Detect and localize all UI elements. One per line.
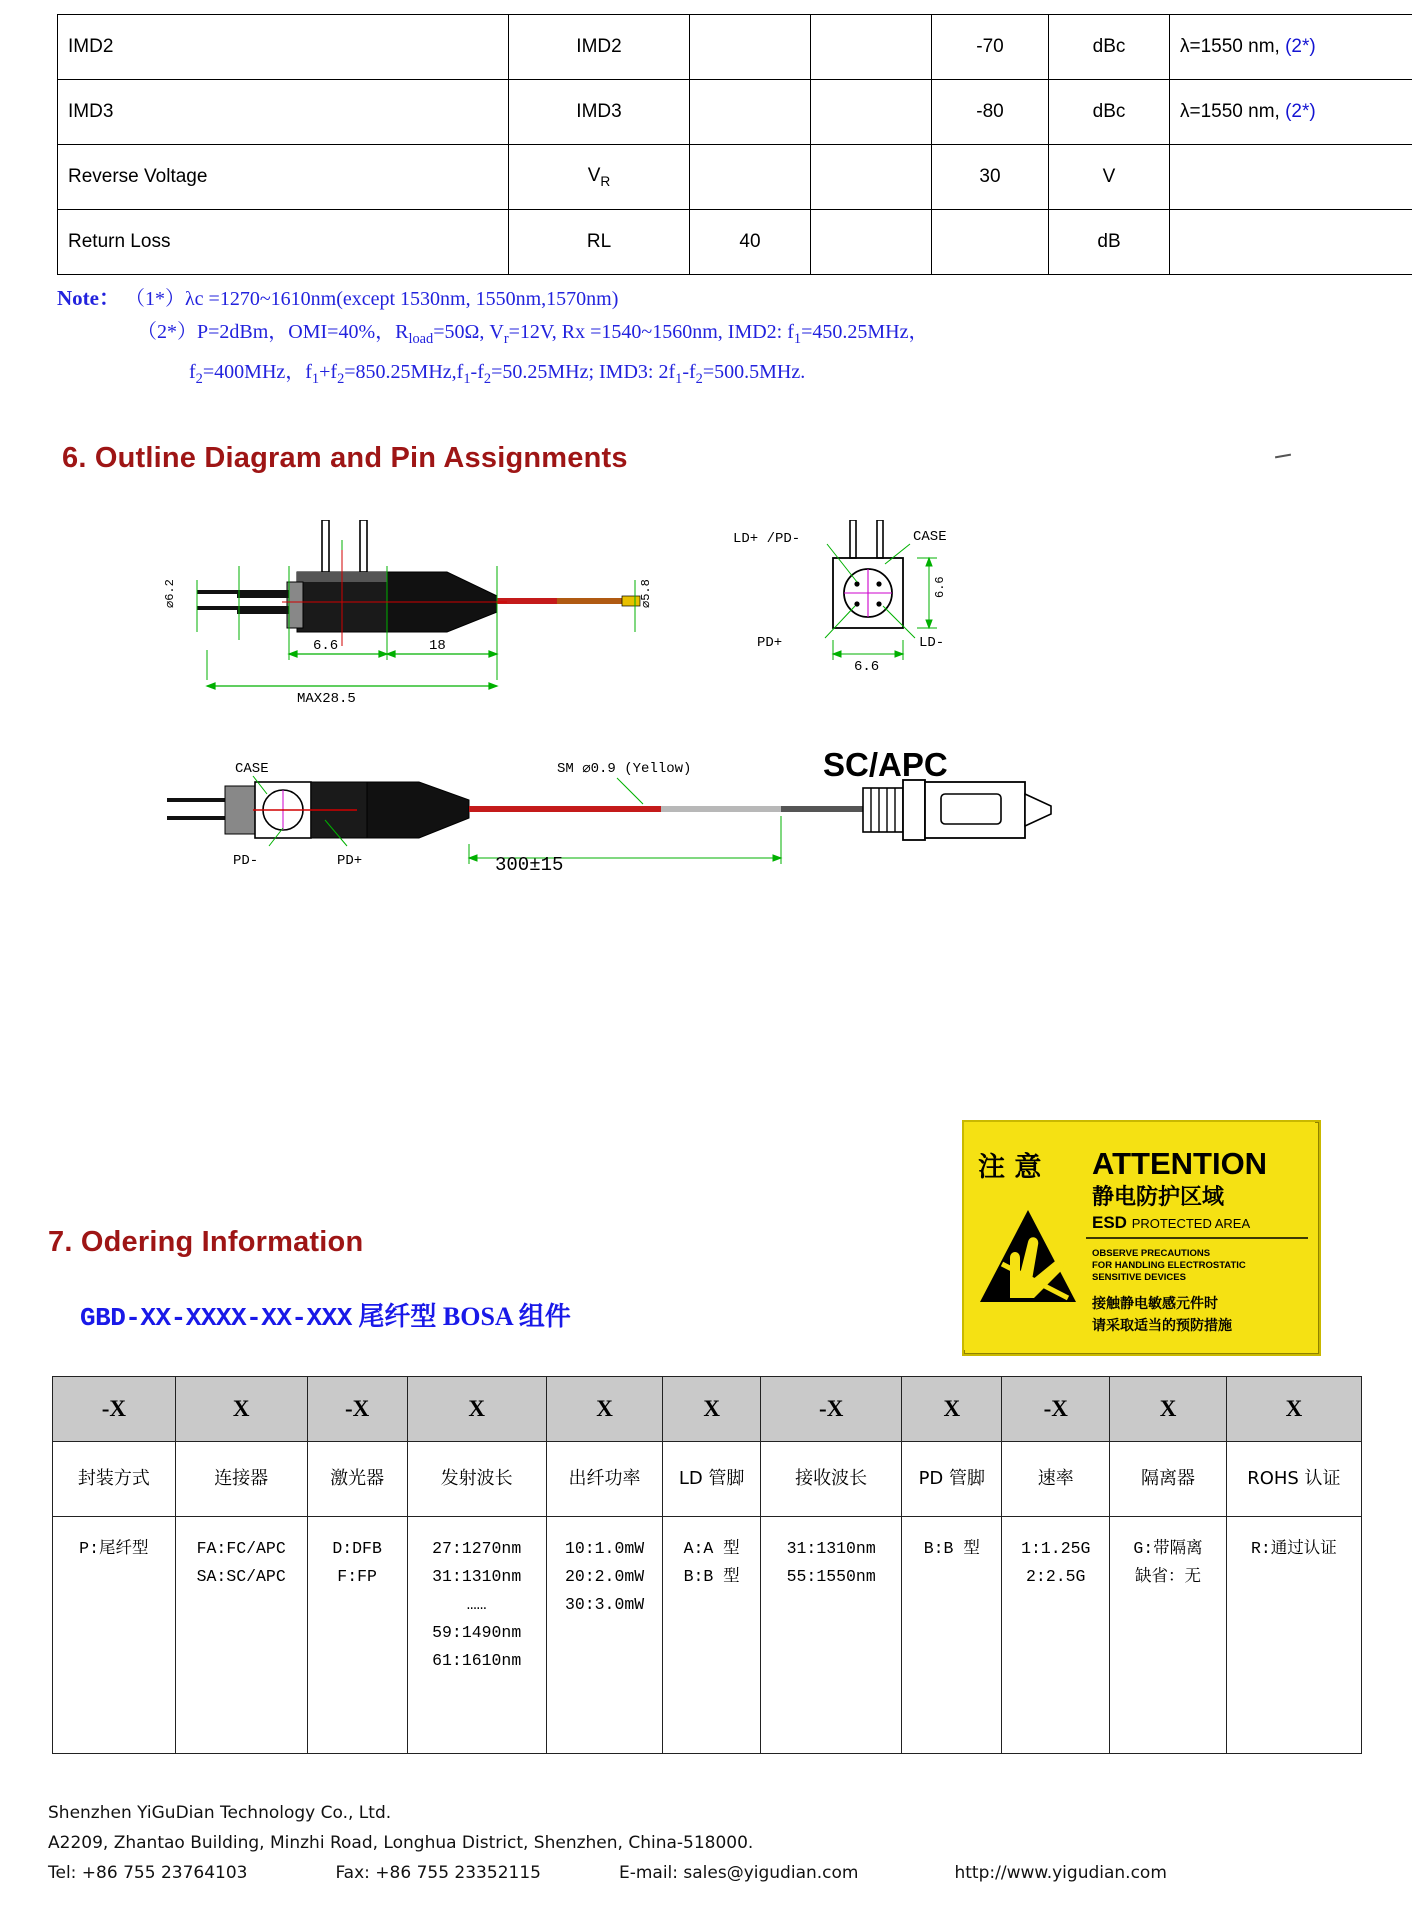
esd-warning-label [962,1120,1321,1356]
condition-text: λ=1550 nm, [1180,36,1286,57]
ordering-option: B:B 型 [923,1539,980,1558]
esd-body-cn-1: 接触静电敏感元件时 [1092,1296,1218,1312]
assembly-view-bottom [167,746,1051,876]
notes-block [57,282,1307,396]
note-2-sub-load: load [408,331,434,347]
note-2-b: =50Ω, V [433,321,504,343]
ordering-option: 59:1490nm [432,1623,522,1642]
spec-symbol [509,145,690,210]
spec-symbol: IMD2 [509,15,690,80]
esd-cn-title: 注 意 [978,1152,1042,1183]
note-3-sub-7: 2 [695,371,703,387]
ordering-option: SA:SC/APC [196,1567,286,1586]
ordering-options-cell [1226,1517,1361,1754]
label-sm-fiber: SM ⌀0.9 (Yellow) [557,761,692,777]
ordering-options-cell [663,1517,761,1754]
ordering-symbol-cell: X [663,1377,761,1442]
ordering-option: B:B 型 [683,1567,740,1586]
esd-body-en-3: SENSITIVE DEVICES [1092,1272,1186,1283]
ordering-column-name: 封装方式 [53,1442,176,1517]
ordering-symbol-cell: -X [1002,1377,1110,1442]
ordering-column-name: 激光器 [307,1442,407,1517]
dim-6-6-side: 6.6 [933,576,947,598]
spec-condition [1170,80,1412,145]
spec-symbol: IMD3 [509,80,690,145]
ordering-value-row [53,1517,1362,1754]
ordering-options-cell [1002,1517,1110,1754]
spec-min [690,80,811,145]
ordering-symbol-cell: -X [760,1377,901,1442]
footer-email[interactable]: E-mail: sales@yigudian.com [618,1863,859,1883]
ordering-code-bosa: BOSA [442,1302,513,1331]
note-3-d: =850.25MHz,f [344,361,464,383]
note-3-f: =50.25MHz; IMD3: 2f [491,361,676,383]
label-300-15: 300±15 [495,854,564,876]
label-sc-apc: SC/APC [823,746,948,783]
section-heading-ordering-information: 7. Odering Information [48,1226,364,1258]
side-view-top-left [163,520,653,707]
spec-parameter: IMD3 [58,80,509,145]
label-case-bottom: CASE [235,761,269,777]
note-line-3 [57,356,1307,396]
note-3-sub-2: 1 [311,371,320,387]
note-1-text: （1*）λc =1270~1610nm(except 1530nm, 1550nm,1570nm) [124,288,619,310]
note-3-sub-3: 2 [337,371,345,387]
spec-unit: dBc [1049,15,1170,80]
dim-6-6-label: 6.6 [313,638,339,654]
ordering-option: 30:3.0mW [564,1595,645,1614]
spec-max: 30 [932,145,1049,210]
spec-unit: dB [1049,210,1170,275]
symbol-base: V [587,165,601,187]
table-row [58,210,1412,275]
ordering-option: 1:1.25G [1021,1539,1091,1558]
ordering-code-cn1: 尾纤型 [351,1302,443,1331]
ordering-options-cell [175,1517,307,1754]
table-row [58,145,1412,210]
spec-symbol: RL [509,210,690,275]
ordering-column-name: 速率 [1002,1442,1110,1517]
ordering-option: 31:1310nm [432,1567,522,1586]
symbol-subscript: R [600,173,611,189]
ordering-column-name: 隔离器 [1110,1442,1226,1517]
ordering-column-name: 连接器 [175,1442,307,1517]
note-3-c: +f [319,361,338,383]
spec-typ [811,80,932,145]
ordering-option: 缺省：无 [1135,1567,1202,1586]
ordering-table-wrapper [52,1376,1362,1754]
spec-unit: V [1049,145,1170,210]
ordering-options-cell [546,1517,662,1754]
note-2-sub-r: r [503,331,509,347]
spec-parameter: IMD2 [58,15,509,80]
ordering-column-name: 出纤功率 [546,1442,662,1517]
ordering-column-name: 接收波长 [760,1442,901,1517]
note-3-sub-5: 2 [483,371,492,387]
ordering-column-name: PD 管脚 [902,1442,1002,1517]
ordering-options-cell [760,1517,901,1754]
ordering-options-cell [53,1517,176,1754]
note-3-sub-6: 1 [675,371,683,387]
footer-fax: Fax: +86 755 23352115 [335,1863,541,1883]
ordering-option: 61:1610nm [432,1651,522,1670]
ordering-option: …… [466,1595,487,1614]
footer-tel: Tel: +86 755 23764103 [48,1863,248,1883]
note-3-sub-1: 2 [195,371,203,387]
note-label: Note： [57,286,120,310]
ordering-symbol-cell: X [1226,1377,1361,1442]
spec-condition [1170,210,1412,275]
spec-condition [1170,15,1412,80]
spec-parameter: Reverse Voltage [58,145,509,210]
ordering-name-row [53,1442,1362,1517]
ordering-symbol-cell: -X [307,1377,407,1442]
note-line-2 [57,316,1307,356]
note-2-d: =450.25MHz， [801,321,929,343]
ordering-symbol-cell: X [902,1377,1002,1442]
table-row [58,80,1412,145]
footer-contact-line [48,1858,1368,1888]
condition-note-ref: (2*) [1285,36,1316,57]
ordering-option: R:通过认证 [1250,1539,1337,1558]
spec-max: -70 [932,15,1049,80]
ordering-column-name: ROHS 认证 [1226,1442,1361,1517]
ordering-code-pattern: GBD-XX-XXXX-XX-XXX [80,1303,352,1333]
outline-diagram-svg [57,520,1307,980]
ordering-option: G:带隔离 [1133,1539,1203,1558]
ordering-option: A:A 型 [683,1539,740,1558]
ordering-option: 10:1.0mW [564,1539,645,1558]
ordering-code-title [80,1296,571,1333]
footer-address: A2209, Zhantao Building, Minzhi Road, Longhua District, Shenzhen, China-518000. [48,1833,754,1853]
ordering-symbol-cell: X [407,1377,546,1442]
spec-min: 40 [690,210,811,275]
ordering-option: 27:1270nm [432,1539,522,1558]
page-footer [48,1798,1368,1888]
footer-website[interactable]: http://www.yigudian.com [954,1863,1167,1883]
ordering-option: F:FP [337,1567,377,1586]
ordering-symbol-cell: X [546,1377,662,1442]
ordering-table [52,1376,1362,1754]
dim-max28-5-label: MAX28.5 [297,691,356,707]
esd-en-sub: ESD PROTECTED AREA [1092,1213,1251,1232]
ordering-options-cell [902,1517,1002,1754]
dim-6-6-bottom: 6.6 [854,659,880,675]
pin-assignment-view [733,520,947,675]
section-heading-outline-diagram: 6. Outline Diagram and Pin Assignments [62,442,628,474]
note-2-a: （2*）P=2dBm，OMI=40%，R [137,321,409,343]
spec-parameter: Return Loss [58,210,509,275]
dim-diameter-right-label: ⌀5.8 [639,579,653,608]
specification-table [57,14,1412,275]
outline-diagram [57,520,1307,980]
label-ld-minus: LD- [919,635,945,651]
ordering-option: D:DFB [332,1539,382,1558]
note-3-e: -f [470,361,484,383]
ordering-option: 20:2.0mW [564,1567,645,1586]
ordering-options-cell [1110,1517,1226,1754]
ordering-column-name: 发射波长 [407,1442,546,1517]
ordering-header-row [53,1377,1362,1442]
esd-body-cn-2: 请采取适当的预防措施 [1092,1318,1232,1334]
ordering-symbol-cell: X [175,1377,307,1442]
ordering-options-cell [307,1517,407,1754]
note-2-c: =12V, Rx =1540~1560nm, IMD2: f [508,321,794,343]
note-3-a: f [189,361,196,383]
ordering-code-cn2: 组件 [512,1302,571,1331]
esd-label-svg [964,1122,1315,1350]
esd-body-en-1: OBSERVE PRECAUTIONS [1092,1248,1211,1259]
ordering-option: 31:1310nm [786,1539,876,1558]
ordering-option: 55:1550nm [786,1567,876,1586]
note-3-sub-4: 1 [463,371,471,387]
label-pd-plus: PD+ [757,635,783,651]
esd-body-en-2: FOR HANDLING ELECTROSTATIC [1092,1260,1246,1271]
esd-cn-sub: 静电防护区域 [1092,1185,1225,1210]
spec-unit: dBc [1049,80,1170,145]
note-3-g: -f [682,361,696,383]
condition-note-ref: (2*) [1285,101,1316,122]
spec-max: -80 [932,80,1049,145]
ordering-option: 2:2.5G [1026,1567,1086,1586]
spec-min [690,15,811,80]
spec-condition [1170,145,1412,210]
table-row [58,15,1412,80]
note-3-b: =400MHz，f [202,361,312,383]
spec-max [932,210,1049,275]
note-3-h: =500.5MHz. [702,361,806,383]
ordering-symbol-cell: X [1110,1377,1226,1442]
ordering-options-cell [407,1517,546,1754]
spec-min [690,145,811,210]
esd-en-title: ATTENTION [1092,1146,1268,1181]
note-line-1 [57,282,1307,316]
spec-typ [811,145,932,210]
ordering-option: P:尾纤型 [79,1539,149,1558]
ordering-column-name: LD 管脚 [663,1442,761,1517]
spec-typ [811,210,932,275]
ordering-symbol-cell: -X [53,1377,176,1442]
label-case-top: CASE [913,529,947,545]
note-2-sub-1: 1 [793,331,802,347]
ordering-option: FA:FC/APC [196,1539,286,1558]
label-ld-plus-pd-minus: LD+ /PD- [733,531,801,547]
label-pd-minus: PD- [233,853,259,869]
footer-company: Shenzhen YiGuDian Technology Co., Ltd. [48,1803,392,1823]
label-pd-plus-bottom: PD+ [337,853,363,869]
dim-diameter-left-label: ⌀6.2 [163,579,177,608]
page-mark-icon [1275,454,1291,459]
spec-typ [811,15,932,80]
condition-text: λ=1550 nm, [1180,101,1286,122]
dim-18-label: 18 [429,638,446,654]
